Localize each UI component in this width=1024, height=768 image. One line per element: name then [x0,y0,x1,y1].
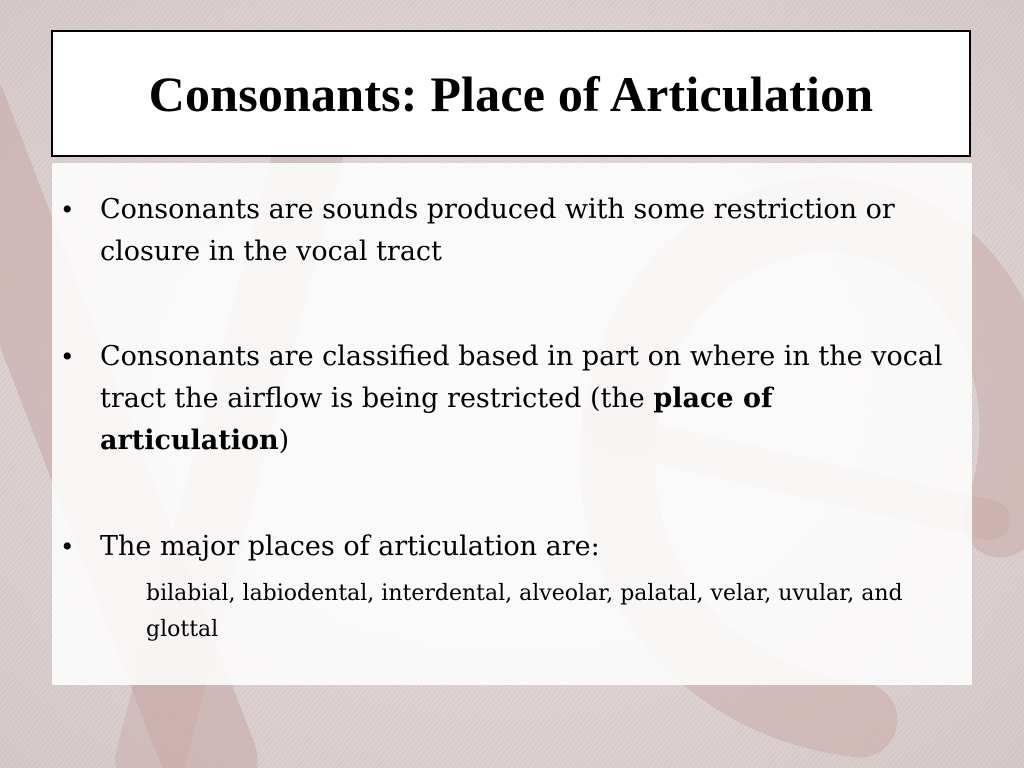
bold-term: place of articulation [100,383,773,456]
bullet-text-part: Consonants are classified based in part on where in the vocal tract the airflow is being restricted (the [100,341,943,414]
bullet-text [100,336,960,462]
slide-title-box [51,30,971,157]
slide-title: Consonants: Place of Articulation [148,65,874,122]
bullet-text: The major places of articulation are: [100,531,600,562]
bullet-marker: • [62,530,73,563]
bullet-text-part: ) [278,425,290,456]
sub-bullet-text: bilabial, labiodental, interdental, alveolar, palatal, velar, uvular, and glottal [146,581,903,642]
bullet-text: Consonants are sounds produced with some restriction or closure in the vocal tract [100,194,895,267]
bullet-marker: • [62,193,73,226]
bullet-marker: • [62,340,73,373]
slide-content [52,163,972,685]
